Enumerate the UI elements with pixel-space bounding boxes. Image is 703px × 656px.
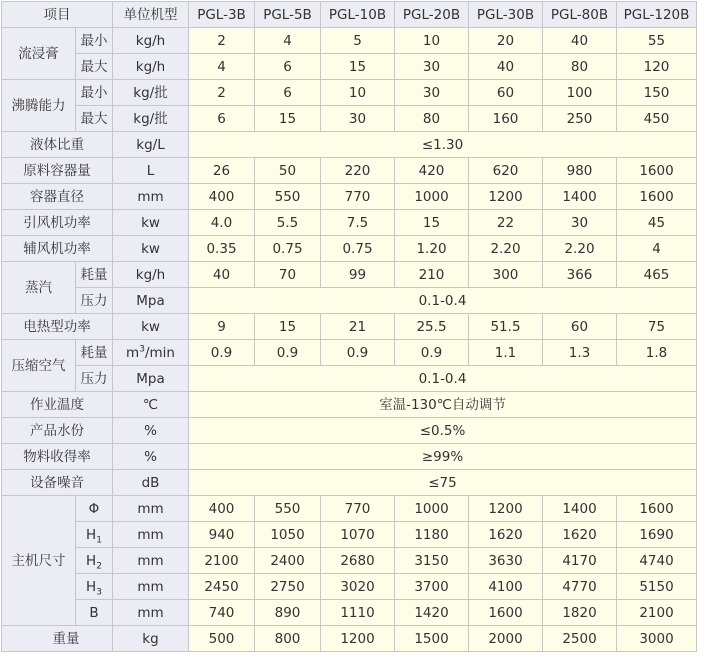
sub-label-index: 1 (96, 535, 102, 546)
value-cell: 3020 (321, 574, 395, 600)
sub-label-cell: 压力 (76, 288, 113, 314)
unit-cell: kg (113, 626, 189, 652)
table-row (2, 184, 697, 210)
value-cell: 366 (543, 262, 617, 288)
value-cell: 400 (189, 184, 255, 210)
value-cell: 1050 (255, 522, 321, 548)
value-cell: 80 (395, 106, 469, 132)
value-cell: 150 (617, 80, 697, 106)
unit-base: m (126, 344, 140, 361)
value-cell: 40 (469, 54, 543, 80)
sub-label-cell: 最小 (76, 80, 113, 106)
value-cell: 420 (395, 158, 469, 184)
table-row (2, 392, 697, 418)
group-label-cell: 沸腾能力 (2, 80, 76, 132)
value-cell: 45 (617, 210, 697, 236)
value-cell: 1690 (617, 522, 697, 548)
table-row (2, 288, 697, 314)
value-cell-merged: 0.1-0.4 (189, 288, 697, 314)
value-cell: 50 (255, 158, 321, 184)
row-label-cell: 辅风机功率 (2, 236, 113, 262)
sub-label-index: 2 (96, 561, 102, 572)
value-cell: 0.9 (255, 340, 321, 366)
sub-label-cell (76, 574, 113, 600)
table-row (2, 444, 697, 470)
value-cell: 0.35 (189, 236, 255, 262)
value-cell: 4770 (543, 574, 617, 600)
sub-label-cell (76, 522, 113, 548)
value-cell: 1600 (617, 184, 697, 210)
value-cell: 2.20 (543, 236, 617, 262)
unit-cell: ℃ (113, 392, 189, 418)
unit-cell: kg/批 (113, 106, 189, 132)
header-item-cell: 项目 (2, 2, 113, 28)
value-cell: 890 (255, 600, 321, 626)
value-cell-merged: ≤1.30 (189, 132, 697, 158)
spec-table (1, 1, 697, 652)
value-cell: 2000 (469, 626, 543, 652)
value-cell: 1600 (469, 600, 543, 626)
value-cell: 1620 (543, 522, 617, 548)
value-cell: 5 (321, 28, 395, 54)
table-row (2, 54, 697, 80)
value-cell: 2100 (189, 548, 255, 574)
table-row (2, 340, 697, 366)
value-cell: 800 (255, 626, 321, 652)
value-cell: 40 (189, 262, 255, 288)
value-cell: 1.20 (395, 236, 469, 262)
value-cell: 1400 (543, 496, 617, 522)
header-unit-cell: 单位机型 (113, 2, 189, 28)
value-cell: 30 (321, 106, 395, 132)
value-cell: 80 (543, 54, 617, 80)
value-cell: 15 (255, 314, 321, 340)
value-cell: 4 (617, 236, 697, 262)
row-label-cell: 重量 (2, 626, 113, 652)
value-cell: 6 (255, 80, 321, 106)
sub-label-cell: 最大 (76, 106, 113, 132)
header-model-cell: PGL-120B (617, 2, 697, 28)
value-cell: 120 (617, 54, 697, 80)
unit-cell: kg/h (113, 262, 189, 288)
sub-label-cell (76, 548, 113, 574)
value-cell: 1200 (469, 184, 543, 210)
group-label-cell: 主机尺寸 (2, 496, 76, 626)
value-cell: 30 (395, 54, 469, 80)
value-cell: 0.75 (255, 236, 321, 262)
sub-label-base: H (86, 552, 97, 569)
value-cell: 6 (255, 54, 321, 80)
value-cell: 4 (255, 28, 321, 54)
value-cell: 30 (395, 80, 469, 106)
unit-cell: mm (113, 600, 189, 626)
value-cell: 40 (543, 28, 617, 54)
row-label-cell: 物料收得率 (2, 444, 113, 470)
group-label-cell: 压缩空气 (2, 340, 76, 392)
unit-cell: mm (113, 522, 189, 548)
value-cell: 10 (395, 28, 469, 54)
value-cell: 70 (255, 262, 321, 288)
value-cell: 5150 (617, 574, 697, 600)
value-cell: 1600 (617, 496, 697, 522)
unit-cell (113, 340, 189, 366)
unit-cell: Mpa (113, 288, 189, 314)
header-model-cell: PGL-10B (321, 2, 395, 28)
unit-cell: kw (113, 314, 189, 340)
value-cell: 1000 (395, 496, 469, 522)
value-cell: 220 (321, 158, 395, 184)
header-row (2, 2, 697, 28)
value-cell: 400 (189, 496, 255, 522)
sub-label-index: 3 (96, 587, 102, 598)
value-cell: 75 (617, 314, 697, 340)
value-cell: 15 (255, 106, 321, 132)
table-row (2, 496, 697, 522)
value-cell: 2 (189, 28, 255, 54)
value-cell: 30 (543, 210, 617, 236)
value-cell: 465 (617, 262, 697, 288)
value-cell: 2450 (189, 574, 255, 600)
unit-cell: mm (113, 548, 189, 574)
value-cell: 25.5 (395, 314, 469, 340)
sub-label-base: H (86, 578, 97, 595)
value-cell: 22 (469, 210, 543, 236)
table-row (2, 548, 697, 574)
row-label-cell: 引风机功率 (2, 210, 113, 236)
value-cell: 1600 (617, 158, 697, 184)
row-label-cell: 产品水份 (2, 418, 113, 444)
value-cell-merged: 0.1-0.4 (189, 366, 697, 392)
header-model-cell: PGL-80B (543, 2, 617, 28)
table-row (2, 262, 697, 288)
value-cell: 1420 (395, 600, 469, 626)
table-row (2, 574, 697, 600)
value-cell: 4 (189, 54, 255, 80)
sub-label-cell: B (76, 600, 113, 626)
sub-label-cell: 最大 (76, 54, 113, 80)
sub-label-cell: 耗量 (76, 262, 113, 288)
value-cell: 450 (617, 106, 697, 132)
value-cell: 2680 (321, 548, 395, 574)
value-cell: 550 (255, 496, 321, 522)
row-label-cell: 原料容器量 (2, 158, 113, 184)
value-cell: 4100 (469, 574, 543, 600)
value-cell: 2500 (543, 626, 617, 652)
unit-cell: kw (113, 210, 189, 236)
value-cell: 4170 (543, 548, 617, 574)
sub-label-cell: 压力 (76, 366, 113, 392)
value-cell: 300 (469, 262, 543, 288)
table-row (2, 236, 697, 262)
unit-cell: dB (113, 470, 189, 496)
value-cell: 3150 (395, 548, 469, 574)
value-cell: 740 (189, 600, 255, 626)
value-cell: 1110 (321, 600, 395, 626)
value-cell: 770 (321, 496, 395, 522)
value-cell: 6 (189, 106, 255, 132)
unit-cell: kw (113, 236, 189, 262)
value-cell: 21 (321, 314, 395, 340)
value-cell: 4.0 (189, 210, 255, 236)
value-cell: 60 (543, 314, 617, 340)
unit-tail: /min (144, 344, 175, 361)
unit-superscript: 3 (139, 344, 145, 354)
value-cell: 3700 (395, 574, 469, 600)
value-cell: 0.9 (321, 340, 395, 366)
group-label-cell: 蒸汽 (2, 262, 76, 314)
value-cell: 51.5 (469, 314, 543, 340)
table-row (2, 314, 697, 340)
header-model-cell: PGL-3B (189, 2, 255, 28)
value-cell: 0.9 (395, 340, 469, 366)
unit-cell: mm (113, 496, 189, 522)
value-cell: 1200 (321, 626, 395, 652)
header-model-cell: PGL-20B (395, 2, 469, 28)
spec-table-body (2, 2, 697, 652)
row-label-cell: 容器直径 (2, 184, 113, 210)
value-cell: 620 (469, 158, 543, 184)
value-cell: 1200 (469, 496, 543, 522)
sub-label-cell: 耗量 (76, 340, 113, 366)
value-cell-merged: 室温-130℃自动调节 (189, 392, 697, 418)
value-cell-merged: ≤0.5% (189, 418, 697, 444)
value-cell: 15 (395, 210, 469, 236)
value-cell: 2400 (255, 548, 321, 574)
value-cell: 1.3 (543, 340, 617, 366)
unit-cell: % (113, 444, 189, 470)
value-cell: 1620 (469, 522, 543, 548)
value-cell: 1000 (395, 184, 469, 210)
table-row (2, 418, 697, 444)
value-cell: 940 (189, 522, 255, 548)
value-cell-merged: ≥99% (189, 444, 697, 470)
value-cell: 250 (543, 106, 617, 132)
unit-cell: mm (113, 184, 189, 210)
value-cell: 3000 (617, 626, 697, 652)
value-cell: 2100 (617, 600, 697, 626)
unit-cell: L (113, 158, 189, 184)
value-cell: 5.5 (255, 210, 321, 236)
table-row (2, 158, 697, 184)
unit-cell: kg/h (113, 54, 189, 80)
value-cell: 500 (189, 626, 255, 652)
value-cell: 4740 (617, 548, 697, 574)
sub-label-base: H (86, 526, 97, 543)
table-row (2, 470, 697, 496)
value-cell: 15 (321, 54, 395, 80)
row-label-cell: 液体比重 (2, 132, 113, 158)
group-label-cell: 流浸膏 (2, 28, 76, 80)
row-label-cell: 电热型功率 (2, 314, 113, 340)
value-cell: 1070 (321, 522, 395, 548)
unit-cell: kg/批 (113, 80, 189, 106)
unit-cell: Mpa (113, 366, 189, 392)
table-row (2, 210, 697, 236)
header-model-cell: PGL-30B (469, 2, 543, 28)
table-row (2, 626, 697, 652)
value-cell: 1.1 (469, 340, 543, 366)
value-cell-merged: ≤75 (189, 470, 697, 496)
sub-label-cell: Φ (76, 496, 113, 522)
value-cell: 1400 (543, 184, 617, 210)
unit-cell: kg/h (113, 28, 189, 54)
value-cell: 1180 (395, 522, 469, 548)
value-cell: 7.5 (321, 210, 395, 236)
value-cell: 26 (189, 158, 255, 184)
value-cell: 0.9 (189, 340, 255, 366)
value-cell: 2 (189, 80, 255, 106)
unit-cell: % (113, 418, 189, 444)
value-cell: 770 (321, 184, 395, 210)
value-cell: 10 (321, 80, 395, 106)
value-cell: 99 (321, 262, 395, 288)
header-model-cell: PGL-5B (255, 2, 321, 28)
table-row (2, 132, 697, 158)
value-cell: 1.8 (617, 340, 697, 366)
value-cell: 9 (189, 314, 255, 340)
value-cell: 3630 (469, 548, 543, 574)
value-cell: 2750 (255, 574, 321, 600)
value-cell: 55 (617, 28, 697, 54)
table-row (2, 106, 697, 132)
value-cell: 1820 (543, 600, 617, 626)
table-row (2, 366, 697, 392)
sub-label-cell: 最小 (76, 28, 113, 54)
unit-cell: kg/L (113, 132, 189, 158)
table-row (2, 522, 697, 548)
value-cell: 1500 (395, 626, 469, 652)
row-label-cell: 设备噪音 (2, 470, 113, 496)
value-cell: 0.75 (321, 236, 395, 262)
value-cell: 20 (469, 28, 543, 54)
table-row (2, 80, 697, 106)
value-cell: 550 (255, 184, 321, 210)
unit-cell: mm (113, 574, 189, 600)
value-cell: 210 (395, 262, 469, 288)
value-cell: 60 (469, 80, 543, 106)
table-row (2, 600, 697, 626)
value-cell: 100 (543, 80, 617, 106)
value-cell: 980 (543, 158, 617, 184)
table-row (2, 28, 697, 54)
row-label-cell: 作业温度 (2, 392, 113, 418)
value-cell: 2.20 (469, 236, 543, 262)
value-cell: 160 (469, 106, 543, 132)
